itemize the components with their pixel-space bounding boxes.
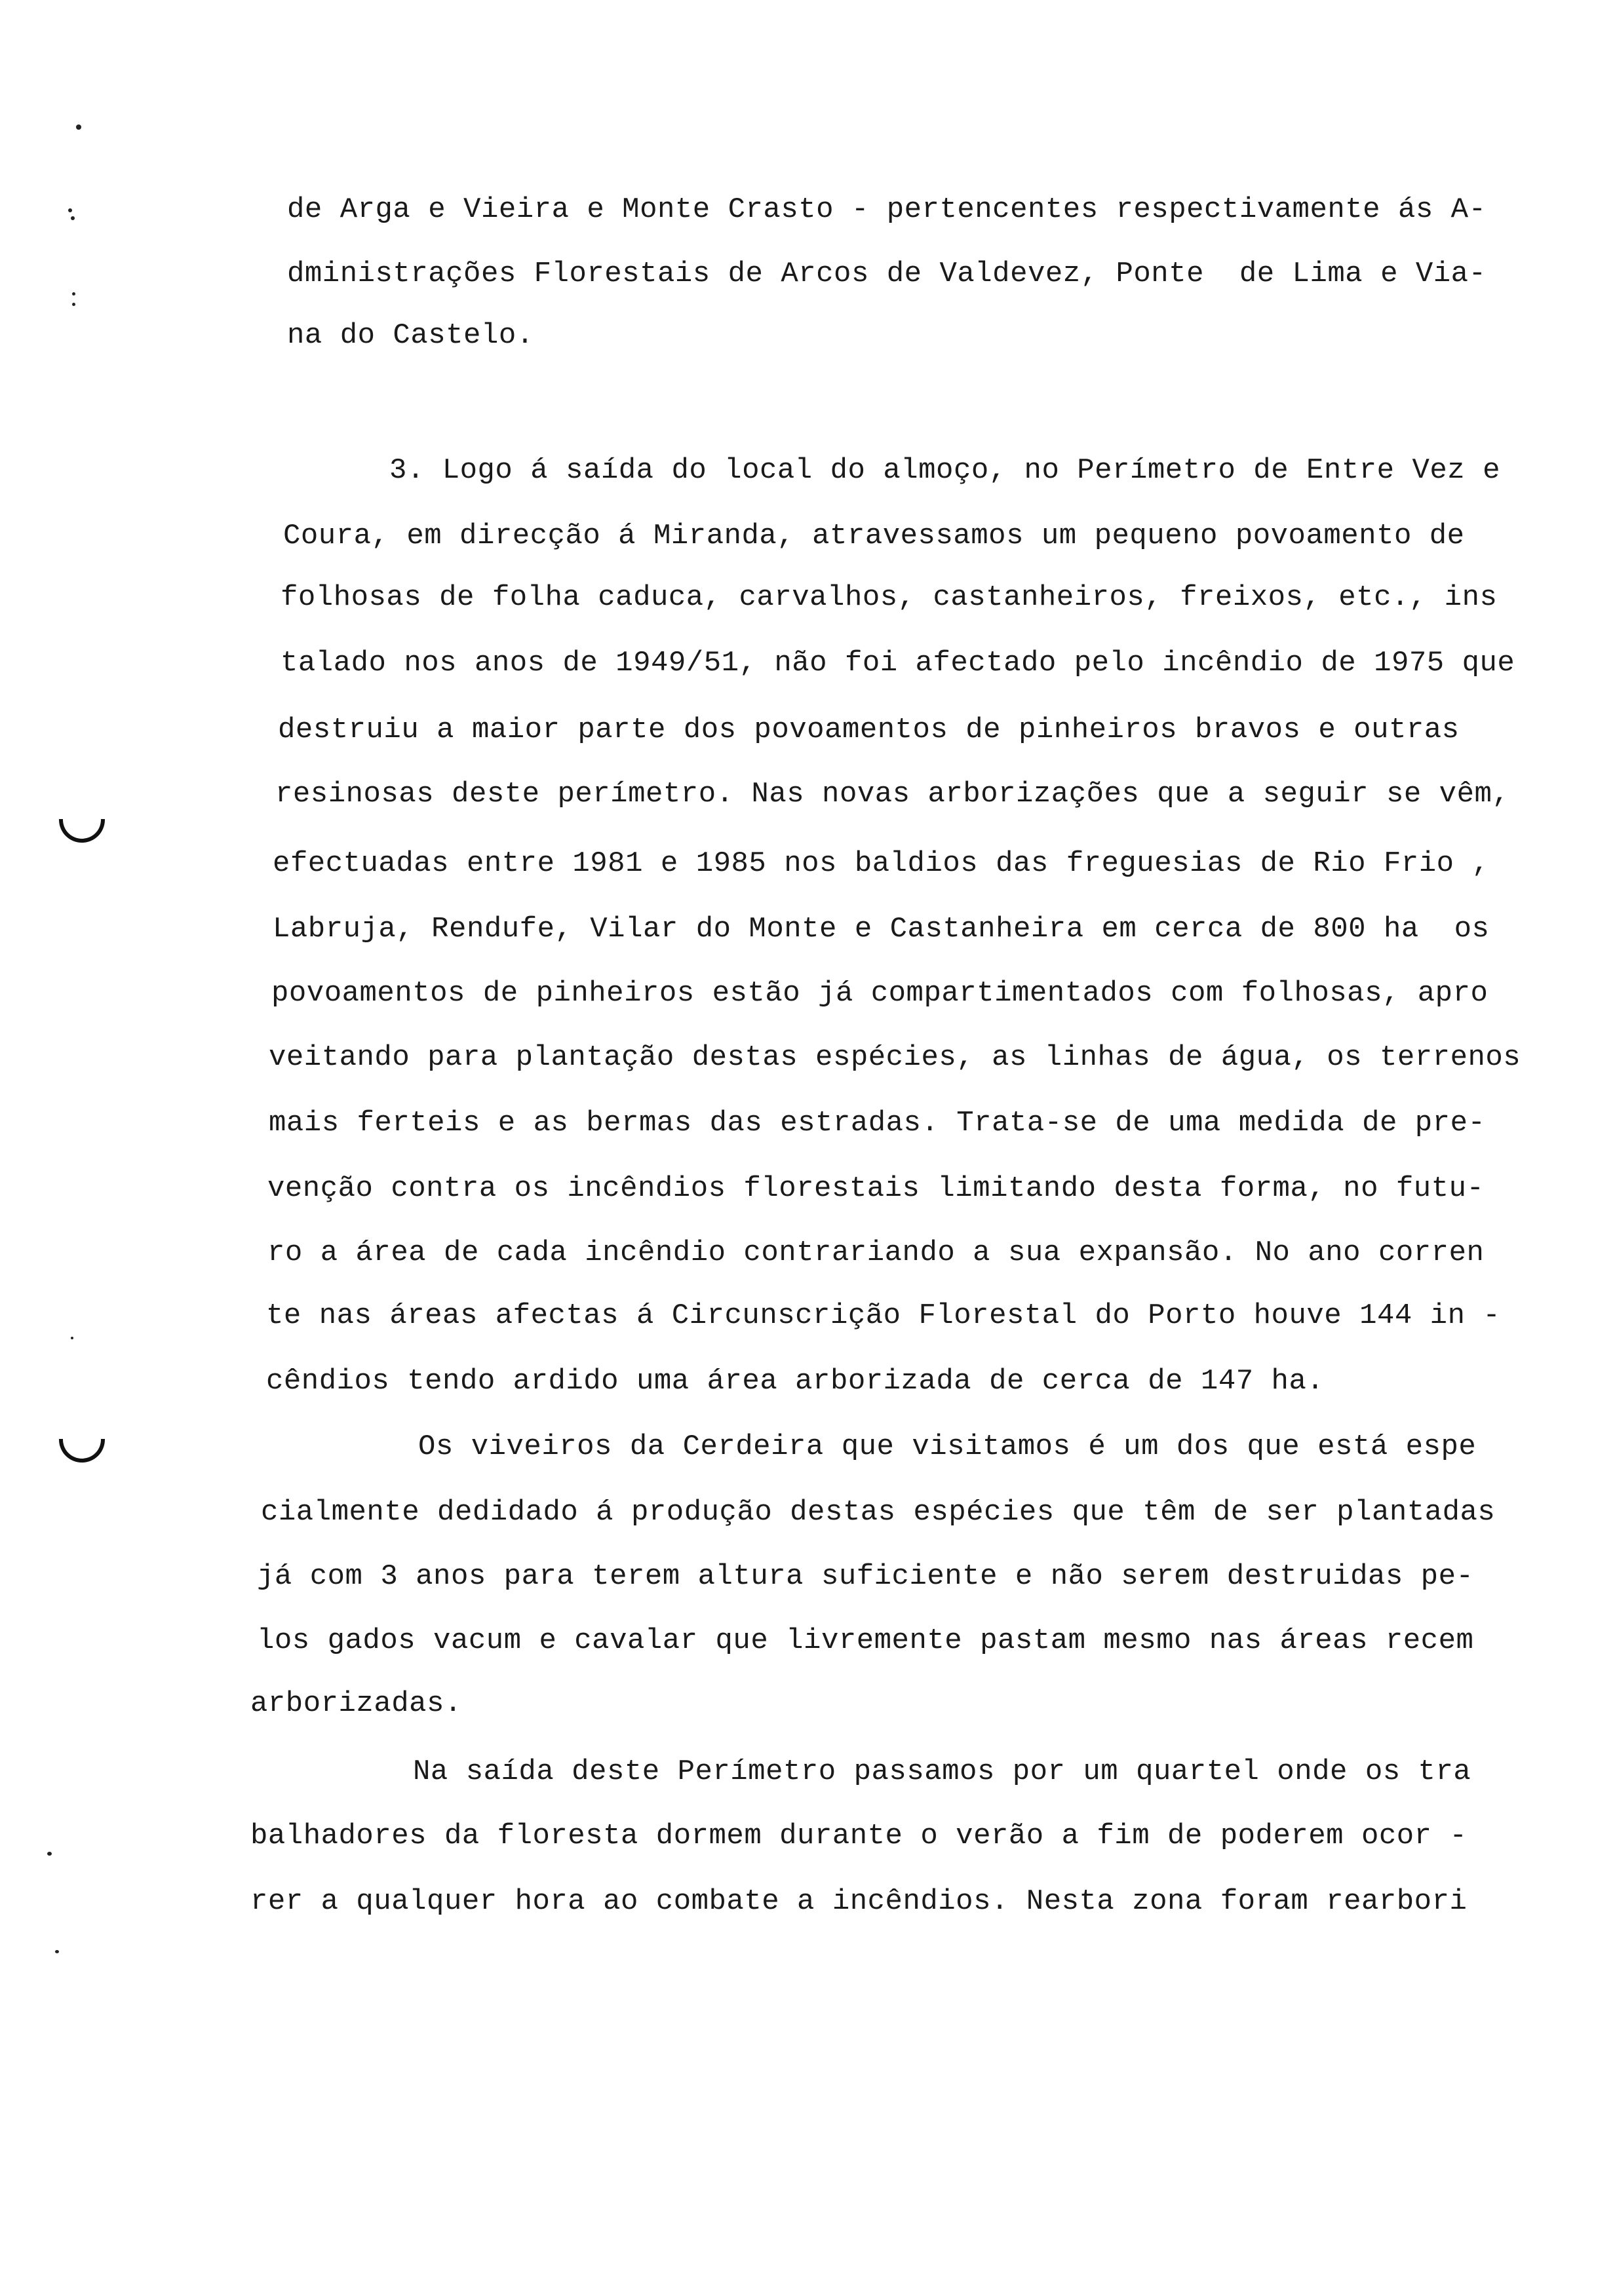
text-line: folhosas de folha caduca, carvalhos, castanheiros, freixos, etc., ins [281,581,1498,614]
text-line: mais ferteis e as bermas das estradas. Trata-se de uma medida de pre- [269,1107,1486,1139]
text-line: Na saída deste Perímetro passamos por um quartel onde os tra [413,1755,1471,1788]
text-line: Labruja, Rendufe, Vilar do Monte e Castanheira em cerca de 800 ha os [273,913,1490,946]
text-line: povoamentos de pinheiros estão já compartimentados com folhosas, apro [271,977,1489,1010]
binder-hole-mark [59,1439,105,1463]
margin-speck [76,124,81,130]
text-line: rer a qualquer hora ao combate a incêndios. Nesta zona foram rearbori [250,1885,1468,1918]
text-line: venção contra os incêndios florestais limitando desta forma, no futu- [267,1172,1485,1205]
text-line: já com 3 anos para terem altura suficiente e não serem destruidas pe- [257,1560,1474,1593]
text-line: de Arga e Vieira e Monte Crasto - pertencentes respectivamente ás A- [287,193,1487,226]
margin-speck [47,1852,52,1856]
text-line: ro a área de cada incêndio contrariando a sua expansão. No ano corren [267,1236,1485,1269]
text-line: arborizadas. [250,1687,462,1720]
margin-speck [68,208,72,212]
text-line: 3. Logo á saída do local do almoço, no Perímetro de Entre Vez e [389,454,1500,487]
margin-speck [71,216,75,220]
text-line: veitando para plantação destas espécies, as linhas de água, os terrenos [269,1041,1521,1074]
margin-speck [72,303,75,306]
text-line: na do Castelo. [287,319,534,352]
text-line: efectuadas entre 1981 e 1985 nos baldios das freguesias de Rio Frio , [273,847,1490,880]
text-line: Coura, em direcção á Miranda, atravessamos um pequeno povoamento de [283,520,1465,552]
text-line: talado nos anos de 1949/51, não foi afectado pelo incêndio de 1975 que [281,647,1515,679]
text-line: Os viveiros da Cerdeira que visitamos é um dos que está espe [418,1430,1477,1463]
text-line: destruiu a maior parte dos povoamentos de pinheiros bravos e outras [278,714,1460,746]
margin-speck [71,1337,73,1339]
margin-speck [72,292,75,296]
text-line: cialmente dedidado á produção destas espécies que têm de ser plantadas [261,1496,1496,1529]
text-line: dministrações Florestais de Arcos de Valdevez, Ponte de Lima e Via- [287,258,1487,290]
margin-speck [55,1950,59,1953]
text-line: te nas áreas afectas á Circunscrição Florestal do Porto houve 144 in - [266,1299,1501,1332]
text-line: resinosas deste perímetro. Nas novas arborizações que a seguir se vêm, [275,778,1510,811]
binder-hole-mark [59,819,105,843]
text-line: los gados vacum e cavalar que livremente pastam mesmo nas áreas recem [257,1624,1474,1657]
text-line: cêndios tendo ardido uma área arborizada de cerca de 147 ha. [266,1365,1325,1398]
text-line: balhadores da floresta dormem durante o verão a fim de poderem ocor - [250,1820,1468,1852]
